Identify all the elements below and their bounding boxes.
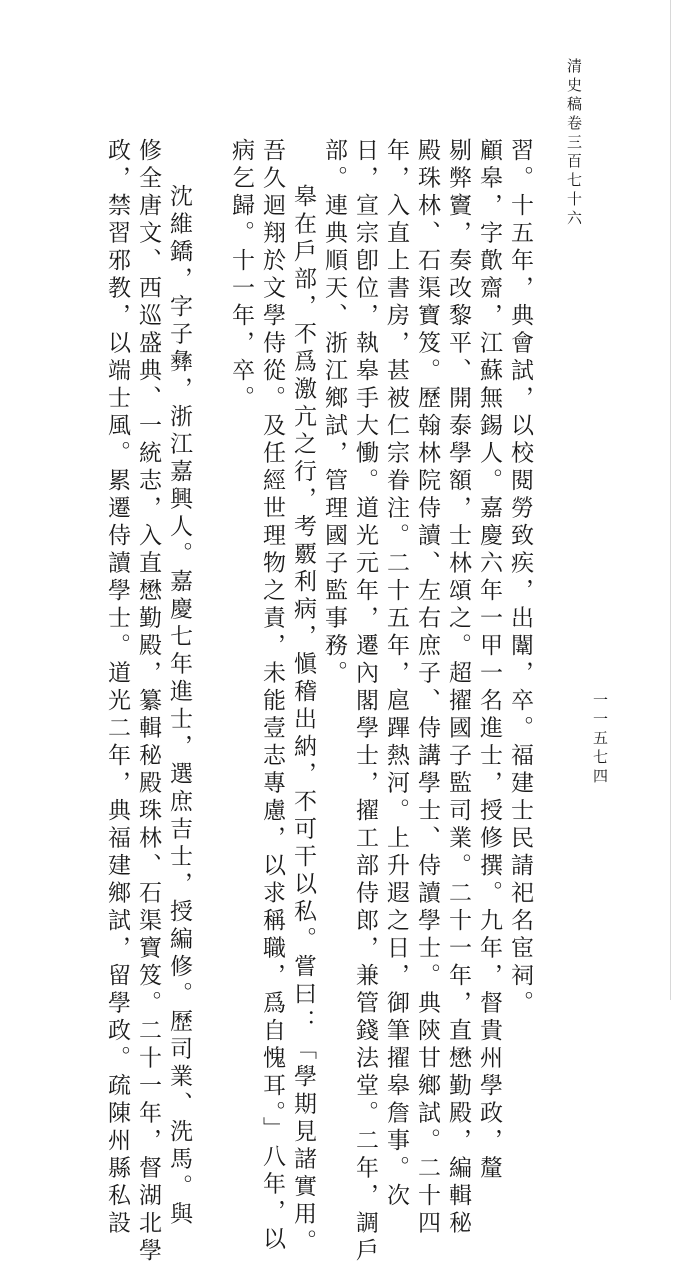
- text-column: 顧皋，字歕齋，江蘇無錫人。嘉慶六年一甲一名進士，授修撰。九年，督貴州學政，釐: [476, 138, 502, 1183]
- running-header: 清史稿卷三百七十六: [565, 58, 583, 229]
- text-column: 日，宣宗卽位，執皋手大慟。道光元年，遷內閣學士，擢工部侍郎，兼管錢法堂。二年，調戶: [352, 138, 378, 1266]
- page-fold-line: [670, 0, 671, 1000]
- text-column: 剔弊竇，奏改黎平、開泰學額，士林頌之。超擢國子監司業。二十一年，直懋勤殿，編輯秘: [445, 138, 471, 1238]
- text-column: 吾久迴翔於文學侍從。及任經世理物之責，未能壹志專慮，以求稱職，爲自愧耳。」八年，以: [259, 138, 285, 1254]
- page-number: 一一五七四: [591, 692, 609, 787]
- text-column: 沈維鐈，字子彝，浙江嘉興人。嘉慶七年進士，選庶吉士，授編修。歷司業、洗馬。與: [166, 184, 192, 1229]
- text-column: 皋在戶部，不爲激亢之行，考覈利病，愼稽出納，不可干以私。嘗曰：「學期見諸實用。: [290, 184, 316, 1257]
- text-column: 病乞歸。十一年，卒。: [228, 138, 254, 413]
- text-column: 殿珠林、石渠寶笈。歷翰林院侍讀、左右庶子、侍講學士、侍讀學士。典陝甘鄉試。二十四: [414, 138, 440, 1238]
- text-column: 修全唐文、西巡盛典、一統志，入直懋勤殿，纂輯秘殿珠林、石渠寶笈。二十一年，督湖北學: [135, 138, 161, 1266]
- text-column: 習。十五年，典會試，以校閱勞致疾，出闈，卒。福建士民請祀名宦祠。: [507, 138, 533, 1018]
- text-column: 部。連典順天、浙江鄉試，管理國子監事務。: [321, 138, 347, 688]
- text-column: 政，禁習邪教，以端士風。累遷侍讀學士。道光二年，典福建鄉試，留學政。疏陳州縣私設: [104, 138, 130, 1238]
- text-column: 年，入直上書房，甚被仁宗眷注。二十五年，扈蹕熱河。上升遐之日，御筆擢皋詹事。次: [383, 138, 409, 1211]
